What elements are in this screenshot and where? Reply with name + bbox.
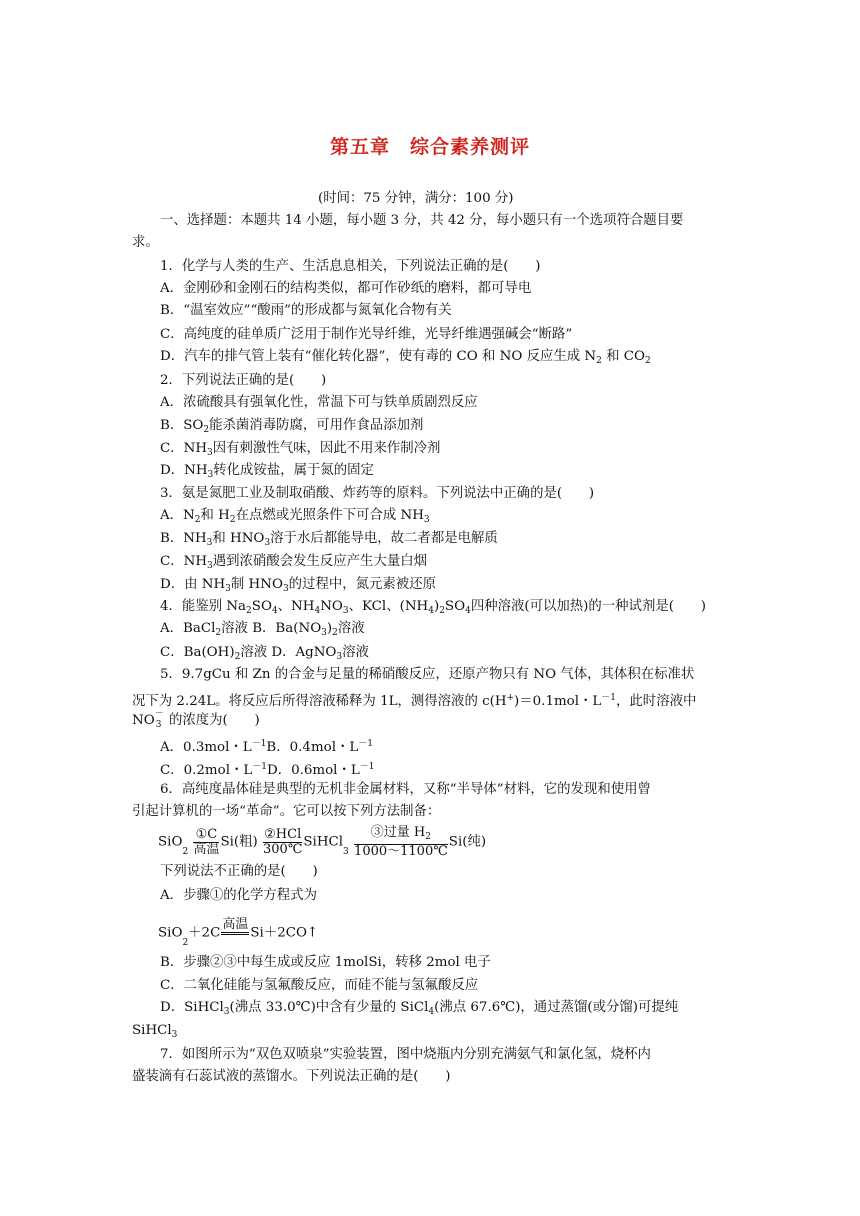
sub-2: 2 [215, 628, 222, 638]
q2-b-pre: B．SO [160, 418, 204, 433]
q5-a1: A．0.3mol・L [160, 740, 252, 755]
q3-b-1: B．NH [160, 531, 207, 546]
arrow2-top: ②HCl [264, 827, 302, 842]
q6-flow-equation [158, 826, 486, 860]
q3-a-2: 和 H [200, 508, 230, 523]
sub-4: 4 [428, 1007, 435, 1017]
q4-a4: 溶液 [337, 621, 365, 636]
q6-line1: 6．高纯度晶体硅是典型的无机非金属材料，又称“半导体”材料，它的发现和使用曾 [160, 782, 651, 797]
flow-arrow-1 [193, 828, 219, 857]
sup-minus1: －1 [601, 693, 617, 703]
q1-option-b: B．“温室效应”“酸雨”的形成都与氮氧化合物有关 [160, 303, 452, 318]
sub-3: 3 [282, 584, 289, 594]
sub-3: 3 [155, 720, 162, 730]
q6-d-1: D．SiHCl [160, 1000, 224, 1015]
q5-options-ab [160, 736, 373, 756]
sub-4: 4 [271, 606, 278, 616]
q3-option-b [160, 531, 498, 551]
q2-b-post: 能杀菌消毒防腐，可用作食品添加剂 [209, 418, 424, 433]
q6-equation [158, 918, 318, 951]
arrow3-bot: 1000～1100℃ [354, 844, 448, 859]
section-intro-line2: 求。 [132, 235, 159, 250]
sub-3: 3 [342, 606, 349, 616]
q4-s3: 、NH [277, 599, 315, 614]
q5-line2 [132, 690, 696, 710]
q5-line1: 5．9.7gCu 和 Zn 的合金与足量的稀硝酸反应，还原产物只有 NO 气体，其体积在标准状 [160, 667, 695, 682]
q6-option-a: A．步骤①的化学方程式为 [160, 888, 317, 903]
q3-d-3: 的过程中，氮元素被还原 [288, 577, 436, 592]
q3-b-3: 溶于水后都能导电，故二者都是电解质 [270, 531, 498, 546]
sub-4: 4 [428, 606, 434, 616]
sub-2: 2 [182, 938, 189, 948]
sub-2: 2 [182, 847, 189, 857]
q6-d-l2: SiHCl [132, 1023, 172, 1038]
q4-s7: SO [444, 599, 466, 614]
q2-c-pre: C．NH [160, 441, 208, 456]
q4-s6: ) [433, 599, 440, 614]
q6-option-d [160, 1000, 678, 1020]
sub-3: 3 [343, 847, 349, 857]
arrow3-top [354, 826, 448, 845]
flow-sihcl3: SiHCl [303, 834, 344, 850]
q4-c2: 溶液 D．AgNO [240, 645, 337, 660]
flow-sio2: SiO [158, 834, 183, 850]
q6-line2: 引起计算机的一场“革命”。它可以按下列方法制备： [132, 804, 441, 819]
q6-d-3: (沸点 67.6℃)，通过蒸馏(或分馏)可提纯 [434, 1000, 679, 1015]
q4-s4: NO [320, 599, 343, 614]
flow-arrow-2 [263, 828, 302, 857]
sub-2: 2 [203, 425, 210, 435]
arrow2-bot: 300℃ [263, 842, 303, 857]
q4-a3: ) [326, 621, 333, 636]
q3-b-2: 和 HNO [212, 531, 265, 546]
sub-3: 3 [321, 628, 327, 638]
q2-option-a: A．浓硫酸具有强氧化性，常温下可与铁单质剧烈反应 [160, 395, 478, 410]
q3-c-1: C．NH [160, 554, 208, 569]
q4-s8: 四种溶液(可以加热)的一种试剂是( ) [470, 599, 706, 614]
q2-option-b [160, 418, 423, 438]
sub-3: 3 [225, 584, 231, 594]
q5-l2-mid: )＝0.1mol・L [514, 694, 602, 709]
q2-option-d [160, 463, 374, 483]
sub-4: 4 [314, 606, 321, 616]
q5-l3-pre: NO [132, 713, 155, 728]
q5-c1: C．0.2mol・L [160, 763, 253, 778]
q6-question: 下列说法不正确的是( ) [160, 864, 318, 879]
q4-s2: SO [251, 599, 272, 614]
sup-minus: － [154, 709, 164, 719]
arrow1-bot: 高温 [193, 842, 220, 857]
sub-2: 2 [246, 606, 252, 616]
flow-arrow-3 [354, 826, 448, 859]
q2-option-c [160, 441, 440, 461]
q4-options-ab [160, 621, 365, 641]
q3-a-3: 在点燃或光照条件下可合成 NH [235, 508, 424, 523]
q3-stem: 3．氨是氮肥工业及制取硝酸、炸药等的原料。下列说法中正确的是( ) [160, 486, 595, 501]
sub-2: 2 [425, 832, 432, 842]
q6-option-b: B．步骤②③中每生成或反应 1molSi，转移 2mol 电子 [160, 955, 491, 970]
sub-3: 3 [223, 1007, 230, 1017]
q5-options-cd [160, 759, 374, 779]
q2-d-pre: D．NH [160, 463, 208, 478]
q1-d-text: D．汽车的排气管上装有“催化转化器”，使有毒的 CO 和 NO 反应生成 N [160, 349, 597, 364]
sup-minus1: －1 [358, 739, 374, 749]
q1-stem: 1．化学与人类的生产、生活息息相关，下列说法正确的是( ) [160, 259, 541, 274]
q3-d-2: 制 HNO [230, 577, 283, 592]
q7-line1: 7．如图所示为“双色双喷泉”实验装置，图中烧瓶内分别充满氨气和氯化氢，烧杯内 [160, 1047, 651, 1062]
sub-2: 2 [332, 628, 338, 638]
q4-a2: 溶液 B．Ba(NO [221, 621, 322, 636]
q5-a2: B．0.4mol・L [266, 740, 359, 755]
q6-option-c: C．二氧化硅能与氢氟酸反应，而硅不能与氢氟酸反应 [160, 978, 479, 993]
eq-top: 高温 [221, 918, 249, 935]
q2-d-post: 转化成铵盐，属于氮的固定 [213, 463, 374, 478]
flow-si-pure: Si(纯) [448, 834, 487, 850]
q4-c1: C．Ba(OH) [160, 645, 235, 660]
q2-c-post: 因有刺激性气味，因此不用来作制冷剂 [212, 441, 441, 456]
q4-s5: 、KCl、(NH [348, 599, 429, 614]
sup-minus1: －1 [252, 762, 267, 772]
q5-l2-pre: 况下为 2.24L。将反应后所得溶液稀释为 1L，测得溶液的 c(H [132, 694, 507, 709]
sub-3: 3 [264, 538, 271, 548]
eq-conditions [221, 918, 249, 949]
q3-a-1: A．N [160, 508, 195, 523]
page-title: 第五章 综合素养测评 [329, 136, 530, 158]
sub-3: 3 [336, 652, 343, 662]
q3-option-d [160, 577, 436, 597]
sub-3: 3 [207, 470, 214, 480]
q3-c-2: 遇到浓硝酸会发生反应产生大量白烟 [212, 554, 428, 569]
q2-stem: 2．下列说法正确的是( ) [160, 373, 327, 388]
sup-plus: + [506, 693, 515, 703]
sub-2: 2 [596, 356, 602, 366]
sub-4: 4 [465, 606, 471, 616]
q4-options-cd [160, 645, 369, 665]
q1-option-d [160, 349, 651, 369]
sub-3: 3 [171, 1030, 178, 1040]
q7-line2: 盛装滴有石蕊试液的蒸馏水。下列说法正确的是( ) [132, 1069, 451, 1084]
sub-2: 2 [439, 606, 445, 616]
sub-2: 2 [229, 515, 236, 525]
arrow1-top: ①C [193, 828, 219, 843]
q5-l3-post: 的浓度为( ) [164, 713, 260, 728]
q1-d-text2: 和 CO [606, 349, 645, 364]
q4-c3: 溶液 [342, 645, 369, 660]
sub-3: 3 [207, 448, 213, 458]
sub-3: 3 [207, 561, 213, 571]
eq-sio2: SiO [158, 925, 183, 941]
q4-s1: 4．能鉴别 Na [160, 599, 247, 614]
q6-option-d-line2 [132, 1023, 177, 1043]
sub-3: 3 [206, 538, 213, 548]
q6-d-2: (沸点 33.0℃)中含有少量的 SiCl [229, 1000, 429, 1015]
sub-2: 2 [194, 515, 201, 525]
arrow3-top-text: ③过量 H [370, 825, 426, 840]
sub-2: 2 [234, 652, 241, 662]
section-intro-line1: 一、选择题：本题共 14 小题，每小题 3 分，共 42 分，每小题只有一个选项符合题目要 [160, 213, 684, 228]
eq-mid: ＋2C [188, 925, 221, 941]
q3-d-1: D．由 NH [160, 577, 226, 592]
q4-a1: A．BaCl [160, 621, 216, 636]
q3-option-a [160, 508, 430, 528]
q3-option-c [160, 554, 427, 574]
q5-l2-post: ，此时溶液中 [616, 694, 697, 709]
q5-c2: D．0.6mol・L [267, 763, 360, 778]
q1-option-a: A．金刚砂和金刚石的结构类似，都可作砂纸的磨料，都可导电 [160, 281, 532, 296]
no3-charge [154, 709, 165, 730]
q1-option-c: C．高纯度的硅单质广泛用于制作光导纤维，光导纤维遇强碱会“断路” [160, 327, 573, 342]
time-info: (时间：75 分钟，满分：100 分) [318, 191, 514, 206]
q5-line3 [132, 709, 260, 730]
sub-3: 3 [423, 515, 430, 525]
flow-si-crude: Si(粗) [220, 834, 258, 850]
q4-stem [160, 599, 706, 619]
sup-minus1: －1 [251, 739, 267, 749]
eq-post: Si＋2CO↑ [250, 925, 319, 941]
sup-minus1: －1 [359, 762, 375, 772]
sub-2: 2 [644, 356, 651, 366]
